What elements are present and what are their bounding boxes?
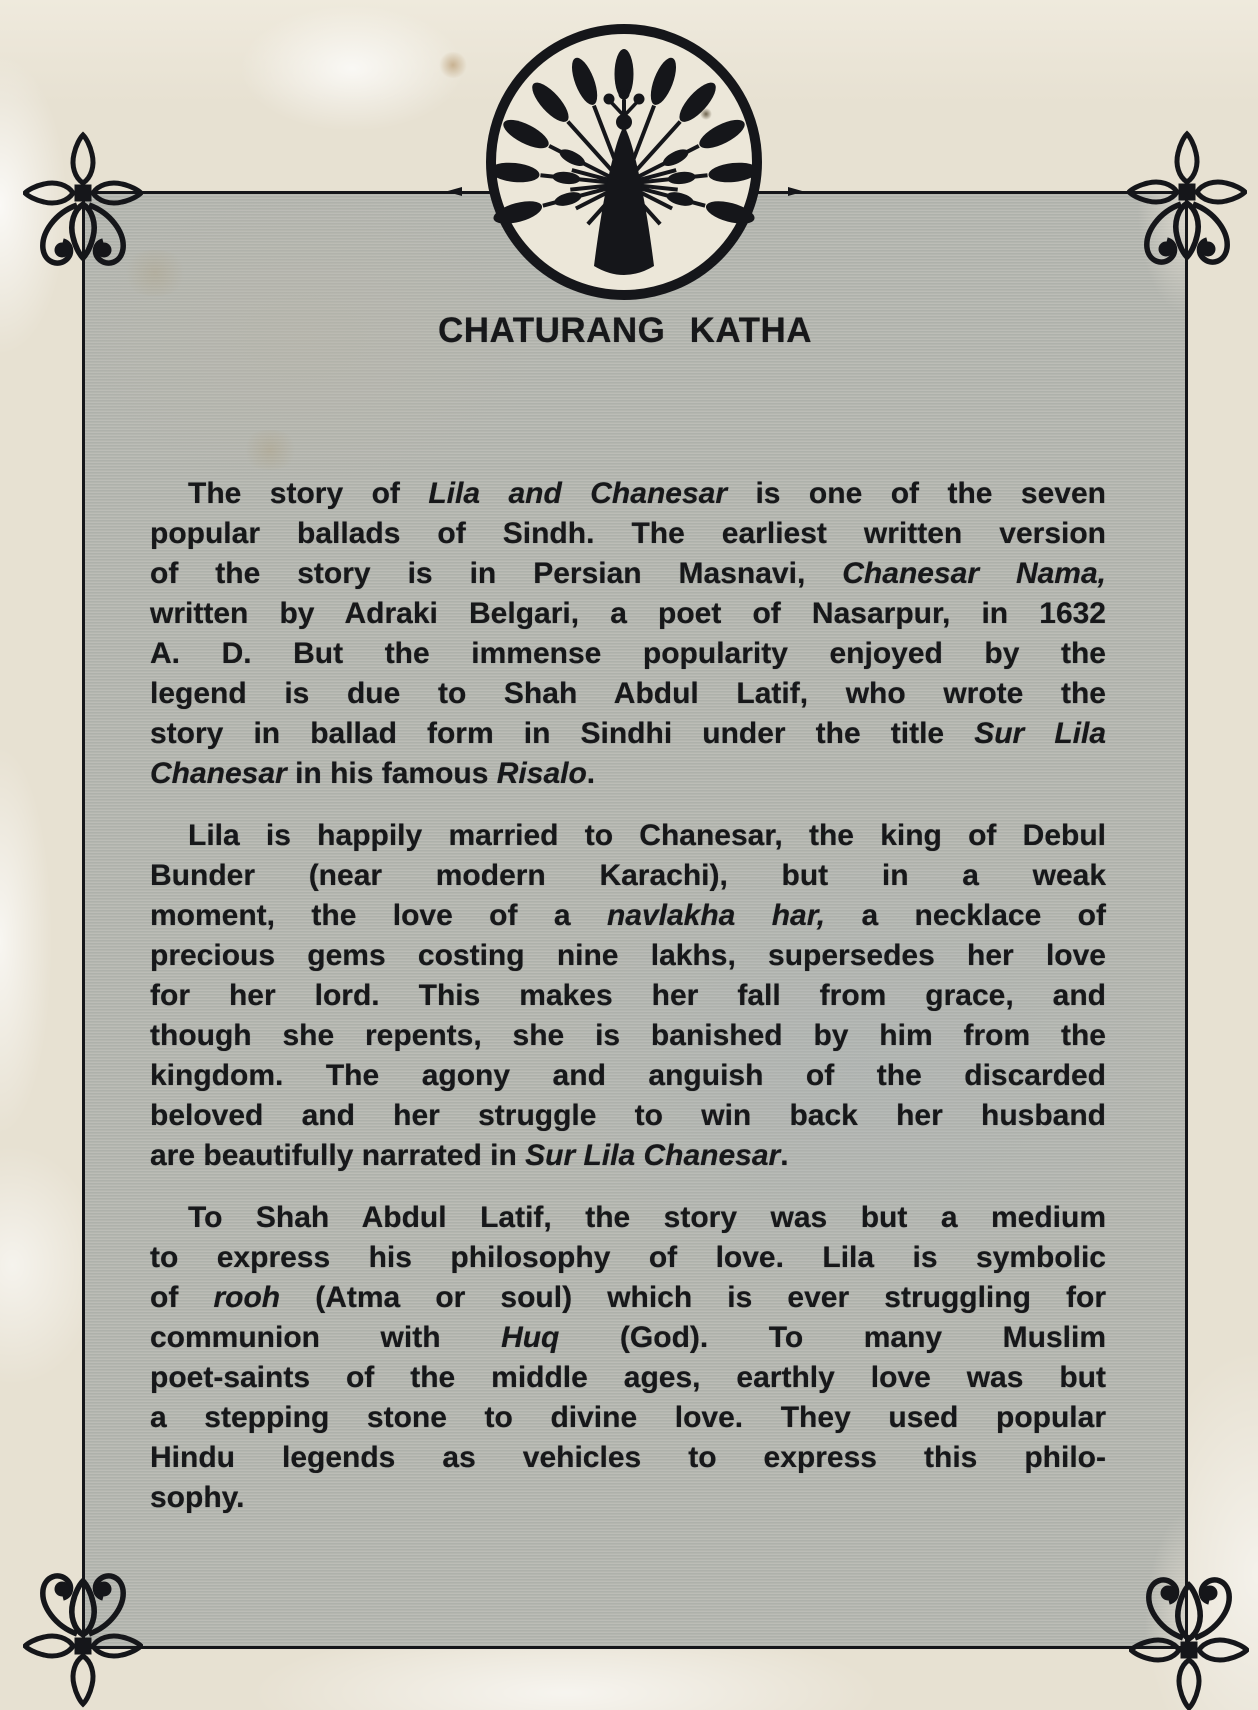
text-line: are beautifully narrated in Sur Lila Chanesar. xyxy=(150,1139,789,1172)
text-line: to express his philosophy of love. Lila is symbolic xyxy=(150,1241,1106,1274)
floral-corner-ornament-top-right xyxy=(1127,128,1247,276)
peacock-logo-icon xyxy=(476,14,772,310)
text-line: though she repents, she is banished by him from the xyxy=(150,1019,1106,1052)
text-line: communion with Huq (God). To many Muslim xyxy=(150,1321,1106,1354)
text-line: Bunder (near modern Karachi), but in a weak xyxy=(150,859,1106,892)
paper-stain xyxy=(438,52,468,78)
article-body xyxy=(150,474,1106,1540)
text-line: poet-saints of the middle ages, earthly love was but xyxy=(150,1361,1106,1394)
floral-corner-ornament-bottom-left xyxy=(23,1562,143,1710)
paragraph xyxy=(150,474,1106,794)
masthead-title: CHATURANG KATHA xyxy=(437,311,813,350)
text-line: beloved and her struggle to win back her husband xyxy=(150,1099,1106,1132)
text-line: for her lord. This makes her fall from grace, and xyxy=(150,979,1106,1012)
paragraph xyxy=(150,816,1106,1176)
text-line: kingdom. The agony and anguish of the discarded xyxy=(150,1059,1106,1092)
text-line: of rooh (Atma or soul) which is ever struggling for xyxy=(150,1281,1107,1314)
paragraph xyxy=(150,1198,1106,1518)
text-line: sophy. xyxy=(150,1481,245,1514)
text-line: To Shah Abdul Latif, the story was but a medium xyxy=(188,1201,1106,1234)
text-line: popular ballads of Sindh. The earliest written version xyxy=(150,517,1106,550)
text-line: precious gems costing nine lakhs, supersedes her love xyxy=(150,939,1106,972)
text-line: Lila is happily married to Chanesar, the king of Debul xyxy=(188,819,1106,852)
text-line: moment, the love of a navlakha har, a necklace of xyxy=(150,899,1106,932)
text-line: Hindu legends as vehicles to express this philo- xyxy=(150,1441,1106,1474)
text-line: a stepping stone to divine love. They used popular xyxy=(150,1401,1106,1434)
floral-corner-ornament-bottom-right xyxy=(1129,1566,1249,1710)
text-line: A. D. But the immense popularity enjoyed by the xyxy=(150,637,1106,670)
text-line: written by Adraki Belgari, a poet of Nasarpur, in 1632 xyxy=(150,597,1106,630)
text-line: The story of Lila and Chanesar is one of the seven xyxy=(188,477,1106,510)
text-line: Chanesar in his famous Risalo. xyxy=(150,757,596,790)
floral-corner-ornament-top-left xyxy=(23,129,143,277)
text-line: story in ballad form in Sindhi under the title Sur Lila xyxy=(150,717,1107,750)
text-line: of the story is in Persian Masnavi, Chanesar Nama, xyxy=(150,557,1107,590)
text-line: legend is due to Shah Abdul Latif, who wrote the xyxy=(150,677,1106,710)
